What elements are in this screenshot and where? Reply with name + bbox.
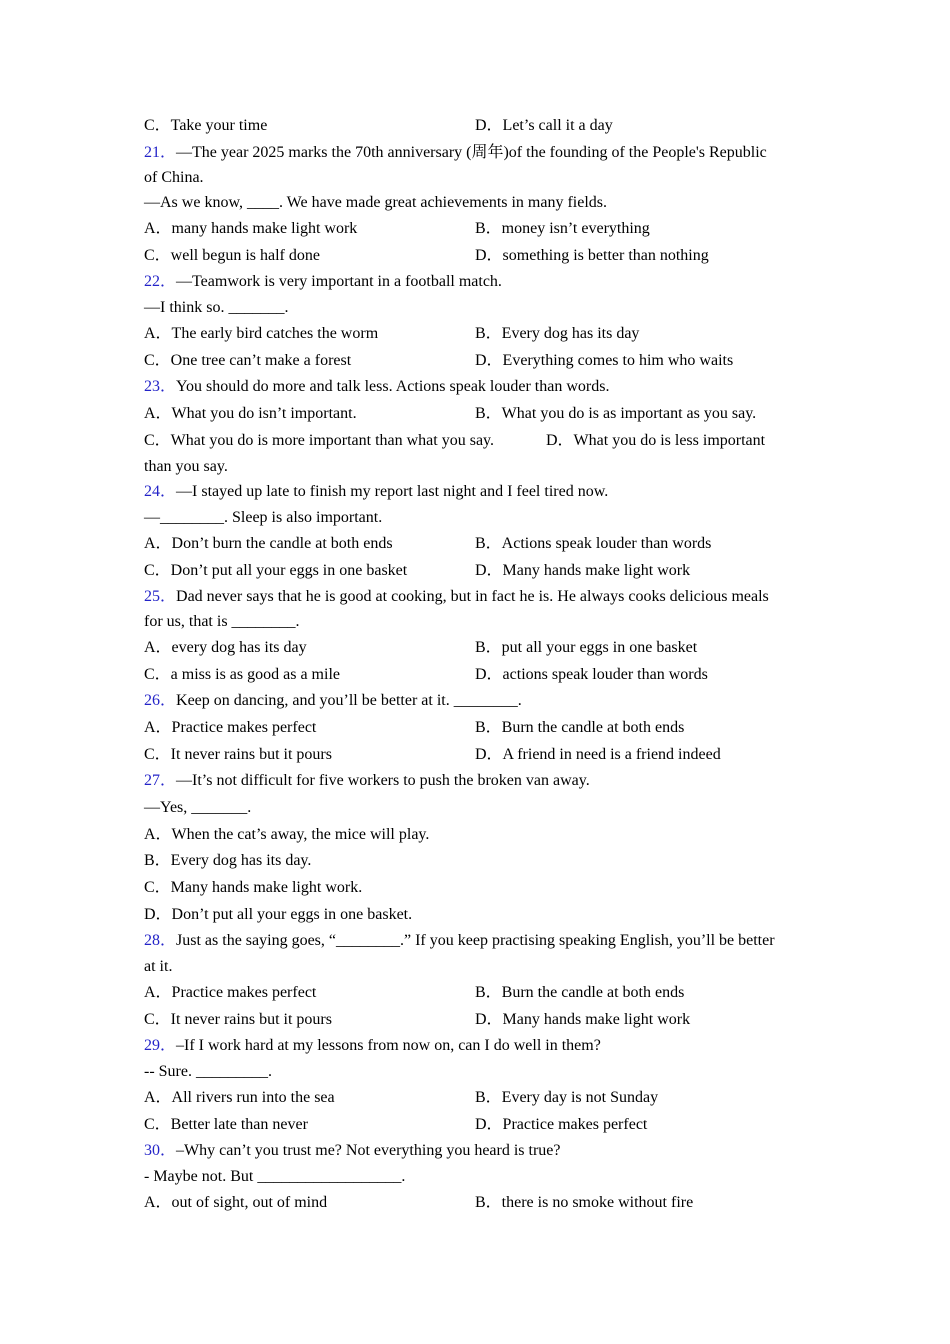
option-b: B．Actions speak louder than words bbox=[475, 535, 712, 552]
question-25 bbox=[144, 587, 769, 607]
question-text: You should do more and talk less. Actions speak louder than words. bbox=[176, 378, 610, 395]
question-text: –Why can’t you trust me? Not everything you heard is true? bbox=[176, 1142, 561, 1159]
option-b: B．What you do is as important as you say. bbox=[475, 405, 757, 422]
option-b: B．Every day is not Sunday bbox=[475, 1089, 659, 1106]
option-a: A．Don’t burn the candle at both ends bbox=[144, 535, 393, 552]
option-a: A．The early bird catches the worm bbox=[144, 325, 379, 342]
question-text: Just as the saying goes, “________.” If you keep practising speaking English, you’ll be better bbox=[176, 932, 775, 949]
option-c: C．Don’t put all your eggs in one basket bbox=[144, 562, 408, 579]
option-c: C．Better late than never bbox=[144, 1116, 308, 1133]
question-text: at it. bbox=[144, 958, 173, 975]
question-28 bbox=[144, 931, 775, 951]
question-number: 25． bbox=[144, 588, 177, 605]
option-b: B．Burn the candle at both ends bbox=[475, 984, 685, 1001]
question-number: 27． bbox=[144, 772, 177, 789]
question-27 bbox=[144, 771, 590, 791]
question-number: 30． bbox=[144, 1142, 177, 1159]
option-c: C．Many hands make light work. bbox=[144, 879, 363, 896]
question-text: —The year 2025 marks the 70th anniversary (周年)of the founding of the People's Republic bbox=[176, 144, 767, 161]
option-d: D．What you do is less important bbox=[546, 432, 766, 449]
question-text: —Yes, _______. bbox=[144, 799, 252, 816]
question-text: —It’s not difficult for five workers to push the broken van away. bbox=[176, 772, 590, 789]
option-c: C．It never rains but it pours bbox=[144, 746, 332, 763]
question-22 bbox=[144, 272, 502, 292]
option-d: D．Practice makes perfect bbox=[475, 1116, 648, 1133]
question-21 bbox=[144, 143, 767, 163]
question-text: Dad never says that he is good at cooking, but in fact he is. He always cooks delicious meals bbox=[176, 588, 769, 605]
option-a: A．What you do isn’t important. bbox=[144, 405, 357, 422]
option-d: D．A friend in need is a friend indeed bbox=[475, 746, 721, 763]
question-text: for us, that is ________. bbox=[144, 613, 300, 630]
option-d: D．actions speak louder than words bbox=[475, 666, 708, 683]
option-c: C．What you do is more important than what you say. bbox=[144, 432, 495, 449]
option-c: C．One tree can’t make a forest bbox=[144, 352, 352, 369]
option-b: B．Burn the candle at both ends bbox=[475, 719, 685, 736]
option-a: A．every dog has its day bbox=[144, 639, 307, 656]
option-c: C．a miss is as good as a mile bbox=[144, 666, 340, 683]
option-b: B．there is no smoke without fire bbox=[475, 1194, 694, 1211]
question-number: 24． bbox=[144, 483, 177, 500]
option-a: A．out of sight, out of mind bbox=[144, 1194, 328, 1211]
option-b: B．Every dog has its day. bbox=[144, 852, 312, 869]
question-text: —As we know, ____. We have made great achievements in many fields. bbox=[144, 194, 608, 211]
question-text: —I think so. _______. bbox=[144, 299, 289, 316]
option-d: D．Let’s call it a day bbox=[475, 117, 613, 134]
option-b: B．put all your eggs in one basket bbox=[475, 639, 698, 656]
question-text: -- Sure. _________. bbox=[144, 1063, 272, 1080]
question-23 bbox=[144, 377, 609, 397]
option-a: A．When the cat’s away, the mice will play. bbox=[144, 826, 430, 843]
question-text: Keep on dancing, and you’ll be better at it. ________. bbox=[176, 692, 522, 709]
option-a: A．Practice makes perfect bbox=[144, 719, 317, 736]
question-text: —I stayed up late to finish my report last night and I feel tired now. bbox=[176, 483, 609, 500]
option-d: D．Many hands make light work bbox=[475, 562, 691, 579]
option-d: D．Don’t put all your eggs in one basket. bbox=[144, 906, 413, 923]
question-text: —Teamwork is very important in a football match. bbox=[176, 273, 502, 290]
question-number: 23． bbox=[144, 378, 177, 395]
option-a: A．many hands make light work bbox=[144, 220, 358, 237]
option-d-continued: than you say. bbox=[144, 458, 228, 475]
option-b: B．money isn’t everything bbox=[475, 220, 650, 237]
option-c: C．well begun is half done bbox=[144, 247, 320, 264]
option-a: A．Practice makes perfect bbox=[144, 984, 317, 1001]
option-a: A．All rivers run into the sea bbox=[144, 1089, 335, 1106]
question-number: 21． bbox=[144, 144, 177, 161]
question-number: 22． bbox=[144, 273, 177, 290]
option-c: C．Take your time bbox=[144, 117, 268, 134]
question-number: 26． bbox=[144, 692, 177, 709]
question-26 bbox=[144, 691, 522, 711]
option-d: D．Many hands make light work bbox=[475, 1011, 691, 1028]
question-30 bbox=[144, 1141, 561, 1161]
question-text: of China. bbox=[144, 169, 204, 186]
question-number: 28． bbox=[144, 932, 177, 949]
option-b: B．Every dog has its day bbox=[475, 325, 640, 342]
option-c: C．It never rains but it pours bbox=[144, 1011, 332, 1028]
question-text: —________. Sleep is also important. bbox=[144, 509, 383, 526]
question-text: –If I work hard at my lessons from now on, can I do well in them? bbox=[176, 1037, 601, 1054]
question-text: - Maybe not. But __________________. bbox=[144, 1168, 406, 1185]
option-d: D．Everything comes to him who waits bbox=[475, 352, 734, 369]
option-d: D．something is better than nothing bbox=[475, 247, 709, 264]
question-number: 29． bbox=[144, 1037, 177, 1054]
question-29 bbox=[144, 1036, 601, 1056]
question-24 bbox=[144, 482, 608, 502]
